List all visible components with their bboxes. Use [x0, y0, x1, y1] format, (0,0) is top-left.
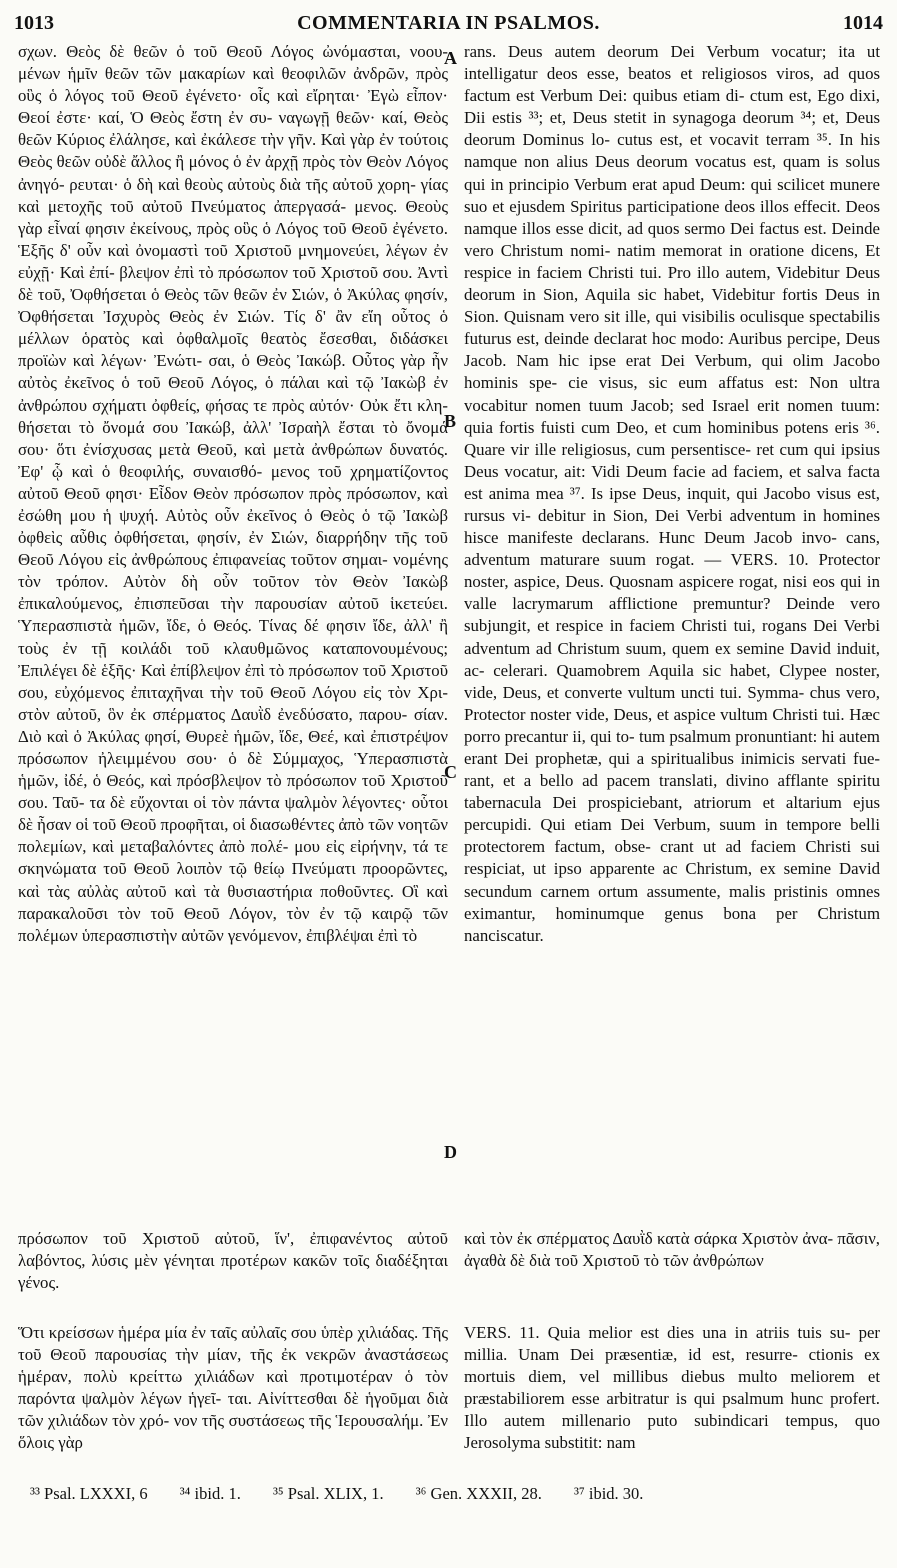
latin-text: rans. Deus autem deorum Dei Verbum vocatur; ita ut intelligatur deos esse, beatos et religiosos viros, ad quos factum est Verbum Dei: quibus etiam di- ctum est, Ego dixi, Dii estis ³³; et, Deus stetit in synagoga deorum ³⁴; et, Deus deorum Dominus lo- cutus est, et vocavit terram ³⁵. In his namque non alius Deus deorum vocatus est, quam is solus qui in principio Verbum erat apud Deum: qui scilicet munere suo et ejusdem Spiritus participatione deos illos effecit. Deos namque illos esse dicit, ad quos sermo Dei factus est. Deinde vero Christum nomi- natim memorat in oratione dicens, Et respice in faciem Christi tui. Pro illo autem, Videbitur Deus deorum in Sion, Aquila sic habet, Videbitur fortis Deus in Sion. Quisnam vero sit ille, qui visibilis oculisque spectabilis futurus est, deinde declarat hoc modo: Auribus percipe, Deus Jacob. Nam hic ipse erat Dei Verbum, qui olim Jacobo hominis spe- cie visus, sic eum affatus est: Non ultra vocabitur nomen tuum Jacob; sed Israel erit nomen tuum: quia fortis fuisti cum Deo, et cum hominibus potens eris ³⁶. Quare vir ille religiosus, cum persentisce- ret cum qui ipsius Deus vocatur, ait: Vidi Deum facie ad faciem, et salva facta est anima mea ³⁷. Is ipse Deus, inquit, qui Jacobo visus est, rursus vi- debitur in Sion, Dei Verbi adventum in homines hisce manifeste declarans. Hunc Deum Jacob invo- cans, adventum maturare suum rogat. — VERS. 10. Protector noster, aspice, Deus. Quosnam aspicere rogat, nisi eos qui in valle lacrymarum afflictione premuntur? Deinde vero subjungit, et respice in faciem Christi tui, rogans Dei Verbi adventum ad Christum suum, quem ex semine David induit, ac- celerari. Quamobrem Aquila sic habet, Clypee noster, vide, Deus, et converte vultum uncti tui. Symma- chus vero, Protector noster vide, Deus, et aspice vultum Christi tui. Hæc porro precantur ii, qui to- tum psalmum pronuntiant: hi autem erant Dei prophetæ, qui a spiritualibus inimicis servati fue- rant, et a bello ad pacem translati, divino afflante spiritu tabernacula Dei prospiciebant, atriorum et altarium ejus percupidi. Qui etiam Dei Verbum, suum in tempore belli protectorem factum, obse- crant ut ad faciem Christi sui respiciat, ut ipso apparente ac Christum, ex semine David secundum carnem ortum assumente, malis pristinis omnes eximantur, hominumque genus bona per Christum nanciscatur. — [464, 42, 880, 945]
page-header — [14, 12, 883, 38]
spanning-paragraph — [18, 1228, 880, 1298]
footnote: ³⁵ Psal. XLIX, 1. — [272, 1484, 384, 1503]
latin-column-bottom — [464, 1322, 880, 1462]
greek-text: σχων. Θεὸς δὲ θεῶν ὁ τοῦ Θεοῦ Λόγος ὠνόμασται, νοου- μένων ἡμῖν θεῶν τῶν μακαρίων καὶ θεοφιλῶν ἀνδρῶν, πρὸς οὓς ὁ λόγος τοῦ Θεοῦ ἐγένετο· οἷς καὶ εἴρηται· Ἐγὼ εἶπον· Θεοί ἐστε· καί, Ὁ Θεὸς ἔστη ἐν συ- ναγωγῇ θεῶν· καί, Θεὸς θεῶν Κύριος ἐλάλησε, καὶ ἐκάλεσε τὴν γῆν. Καὶ γὰρ ἐν τούτοις Θεὸς θεῶν οὐδὲ ἄλλος ἢ μόνος ὁ ἐν ἀρχῇ πρὸς τὸν Θεὸν Λόγος ἀνηγό- ρευται· ὁ δὴ καὶ θεοὺς αὐτοὺς διὰ τῆς αὐτοῦ χορη- γίας καὶ μετοχῆς τοῦ αὐτοῦ Πνεύματος ἀπεργασά- μενος. Θεοὺς γὰρ εἶναί φησιν ἐκείνους, πρὸς οὓς ὁ Λόγος τοῦ Θεοῦ ἐγένετο. Ἑξῆς δ' οὖν καὶ ὀνομαστὶ τοῦ Χριστοῦ μνημονεύει, λέγων ἐν εὐχῇ· Καὶ ἐπί- βλεψον ἐπὶ τὸ πρόσωπον τοῦ Χριστοῦ σου. Ἀντὶ δὲ τοῦ, Ὀφθήσεται ὁ Θεὸς τῶν θεῶν ἐν Σιών, ὁ Ἀκύλας φησίν, Ὀφθήσεται Ἰσχυρὸς Θεὸς ἐν Σιών. Τίς δ' ἂν εἴη οὗτος ὁ μέλλων ὁρατὸς καὶ ὀφθαλμοῖς θεατὸς ἔσεσθαι, διδάσκει προϊὼν καὶ λέγων· Ἐνώτι- σαι, ὁ Θεὸς Ἰακώβ. Οὗτος γὰρ ἦν αὐτὸς ἐκεῖνος ὁ τοῦ Θεοῦ Λόγος, ὁ πάλαι καὶ τῷ Ἰακὼβ ἐν ἀνθρώπου σχήματι ὀφθείς, φήσας τε πρὸς αὐτόν· Οὐκ ἔτι κλη- θήσεται τὸ ὄνομά σου Ἰακώβ, ἀλλ' Ἰσραὴλ ἔσται τὸ ὄνομά σου· ὅτι ἐνίσχυσας μετὰ Θεοῦ, καὶ μετὰ ἀνθρώπων δυνατός. Ἐφ' ᾧ καὶ ὁ θεοφιλής, συναισθό- μενος τοῦ χρηματίζοντος αὐτοῦ Θεοῦ φησι· Εἶδον Θεὸν πρόσωπον πρὸς πρόσωπον, καὶ ἐσώθη μου ἡ ψυχή. Αὐτὸς οὖν ἐκεῖνος ὁ Θεὸς ὁ τῷ Ἰακὼβ ὀφθεὶς αὖθις ὀφθήσεται, φησίν, ἐν Σιών, διαρρήδην τῆς τοῦ Θεοῦ Λόγου εἰς ἀνθρώπους ἐπιφανείας τοῦτον σημαι- νομένης τὸν τρόπον. Αὐτὸν δὴ οὖν τοῦτον τὸν Θεὸν Ἰακὼβ ἐπικαλούμενος, ἐπισπεῦσαι τὴν παρουσίαν αὐτοῦ ἱκετεύει. Ὑπερασπιστὰ ἡμῶν, ἴδε, ὁ Θεός. Τίνας δέ φησιν ἴδε, ἀλλ' ἢ τοὺς ἐν τῇ κοιλάδι τοῦ κλαυθμῶνος καταπονουμένους; Ἐπιλέγει δὲ ἑξῆς· Καὶ ἐπίβλεψον ἐπὶ τὸ πρόσωπον τοῦ Χριστοῦ σου, εὐχόμενος ἐπιταχῆναι τὴν τοῦ Θεοῦ Λόγου εἰς τὸν Χρι- στὸν αὐτοῦ, ὃν ἐκ σπέρματος Δαυῒδ ἐνεδύσατο, παρου- σίαν. Διὸ καὶ ὁ Ἀκύλας φησί, Θυρεὲ ἡμῶν, ἴδε, Θεέ, καὶ ἐπιστρέψον πρόσωπον ἠλειμμένου σου· ὁ δὲ Σύμμαχος, Ὑπερασπιστὰ ἡμῶν, ἰδέ, ὁ Θεός, καὶ πρόσβλεψον τὸ πρόσωπον τοῦ Χριστοῦ σου. Ταῦ- τα δὲ εὔχονται οἱ τὸν πάντα ψαλμὸν λέγοντες· οὗτοι δὲ ἦσαν οἱ τοῦ Θεοῦ προφῆται, οἱ διασωθέντες ἀπὸ τῶν νοητῶν πολεμίων, καὶ μεταβαλόντες ἀπὸ πολέ- μου εἰς εἰρήνην, τά τε σκηνώματα τοῦ Θεοῦ λοιπὸν τῷ θείῳ Πνεύματι προορῶντες, καὶ τὰς αὐλὰς αὐτοῦ καὶ τὰ θυσιαστήρια ποθοῦντες. Οἳ καὶ παρακαλοῦσι τὸν τοῦ Θεοῦ Λόγον, τὸν ἐν τῷ καιρῷ τῶν πολέμων ὑπερασπιστὴν αὐτῶν γενόμενον, ἐπιβλέψαι ἐπὶ τὸ — [18, 42, 448, 945]
section-marker-c: C — [444, 762, 457, 782]
spanning-greek-continuation: καὶ τὸν ἐκ σπέρματος Δαυῒδ κατὰ σάρκα Χριστὸν ἀνα- πᾶσιν, ἀγαθὰ δὲ διὰ τοῦ Χριστοῦ τὸ τῶν ἀνθρώπων — [464, 1229, 880, 1271]
page-number-right: 1014 — [843, 12, 883, 34]
footnotes — [30, 1484, 877, 1504]
greek-column-bottom — [18, 1322, 448, 1462]
latin-bottom-text: VERS. 11. Quia melior est dies una in atriis tuis su- per millia. Unam Dei præsentiæ, id est, resurre- ctionis ex mortuis diem, vel millibus diebus multo meliorem et præstabiliorem esse arbitratur is qui psalmum hunc profert. Illo autem millenario puto subindicari tempus, quo Jerosolyma substitit: nam — [464, 1323, 880, 1453]
section-marker-a: A — [444, 48, 457, 68]
footnote: ³⁷ ibid. 30. — [574, 1484, 644, 1503]
section-marker-b: B — [444, 411, 457, 431]
spanning-greek-text: πρόσωπον τοῦ Χριστοῦ αὐτοῦ, ἵν', ἐπιφανέντος αὐτοῦ λαβόντος, λύσις μὲν γένηται προτέρων κακῶν τοῖς διαδέξηται γένος. — [18, 1229, 448, 1293]
section-marker-d: D — [444, 1142, 457, 1162]
greek-bottom-text: Ὅτι κρείσσων ἡμέρα μία ἐν ταῖς αὐλαῖς σου ὑπὲρ χιλιάδας. Τῆς τοῦ Θεοῦ παρουσίας τὴν μίαν, τῆς ἐκ νεκρῶν ἀναστάσεως ἡμέραν, πολὺ κρείττω χιλιάδων καὶ προτιμοτέραν ὁ τὸν παρόντα ψαλμὸν λέγων ἡγεῖ- ται. Αἰνίττεσθαι δὲ ἡγοῦμαι διὰ τῶν χιλιάδων τὸν χρό- νον τῆς συστάσεως τῆς Ἱερουσαλήμ. Ἐν ὅλοις γὰρ — [18, 1323, 448, 1453]
footnote: ³⁶ Gen. XXXII, 28. — [415, 1484, 542, 1503]
footnote: ³⁴ ibid. 1. — [179, 1484, 241, 1503]
greek-column — [18, 41, 448, 1221]
latin-column — [464, 41, 880, 1221]
footnote: ³³ Psal. LXXXI, 6 — [30, 1484, 148, 1503]
page-number-left: 1013 — [14, 12, 54, 34]
running-title: COMMENTARIA IN PSALMOS. — [297, 12, 600, 34]
